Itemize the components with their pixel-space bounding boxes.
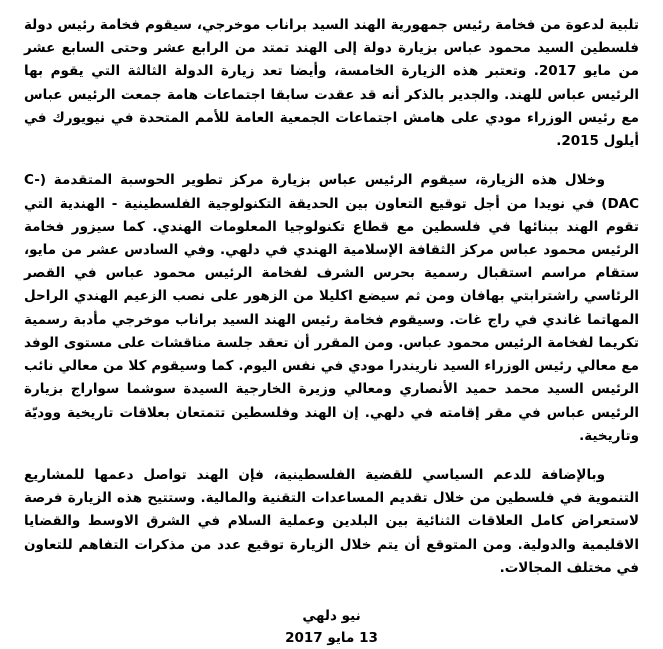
- signoff-block: [24, 606, 639, 649]
- signoff-location: نيو دلهي: [302, 608, 361, 625]
- paragraph-1: تلبية لدعوة من فخامة رئيس جمهورية الهند السيد براناب موخرجي، سيقوم فخامة رئيس دولة فلسطين السيد محمود عباس بزيارة دولة إلى الهند تمتد من الرابع عشر وحتى السابع عشر من مايو 2017. وتعتبر هذه الزيارة الخامسة، وأيضا تعد زيارة الدولة الثالثة التي يقوم بها الرئيس عباس للهند. والجدير بالذكر أنه قد عقدت سابقا اجتماعات هامة جمعت الرئيس عباس مع رئيس الوزراء مودي على هامش اجتماعات الجمعية العامة للأمم المتحدة في نيويورك في أيلول 2015.: [24, 17, 639, 150]
- paragraph-2: وخلال هذه الزيارة، سيقوم الرئيس عباس بزيارة مركز تطوير الحوسبة المتقدمة (C-DAC) في نويدا من أجل توقيع التعاون بين الحديقة التكنولوجية الفلسطينية - الهندية التي تقوم الهند ببنائها في فلسطين مع قطاع تكنولوجيا المعلومات الهندي. كما سيزور فخامة الرئيس محمود عباس مركز الثقافة الإسلامية الهندي في دلهي. وفي السادس عشر من مايو، ستقام مراسم استقبال رسمية بحرس الشرف لفخامة الرئيس محمود عباس في القصر الرئاسي راشترابتي بهافان ومن ثم سيضع اكليلا من الزهور على نصب الزعيم الهندي الراحل المهاتما غاندي في راج غات. وسيقوم فخامة رئيس الهند السيد براناب موخرجي مأدبة رسمية تكريما لفخامة الرئيس محمود عباس. ومن المقرر أن تعقد جلسة مناقشات على مستوى الوفد مع معالي رئيس الوزراء السيد ناريندرا مودي في نفس اليوم. كما وسيقوم كلا من معالي نائب الرئيس السيد محمد حميد الأنصاري ومعالي وزيرة الخارجية السيدة سوشما سواراج بزيارة الرئيس عباس في مقر إقامته في دلهي. إن الهند وفلسطين تتمتعان بعلاقات تاريخية ووديّة وتاريخية.: [24, 172, 639, 444]
- paragraph-3: وبالإضافة للدعم السياسي للقضية الفلسطينية، فإن الهند تواصل دعمها للمشاريع التنموية في فلسطين من خلال تقديم المساعدات التقنية والمالية. وستتيح هذه الزيارة فرصة لاستعراض كامل العلاقات الثنائية بين البلدين وعملية السلام في الشرق الاوسط والقضايا الاقليمية والدولية. ومن المتوقع أن يتم خلال الزيارة توقيع عدد من مذكرات التفاهم للتعاون في مختلف المجالات.: [24, 466, 639, 576]
- signoff-date: 13 مايو 2017: [285, 629, 378, 646]
